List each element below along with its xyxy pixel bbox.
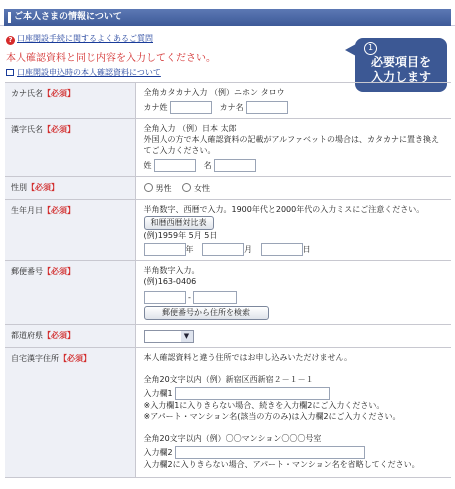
birthdate-hint: 半角数字、西暦で入力。1900年代と2000年代の入力ミスにご注意ください。 [143,205,425,214]
row-gender [5,177,451,200]
address-label: 自宅漢字住所 [11,354,59,363]
required-mark: 【必須】 [43,89,75,98]
window-icon [6,69,14,76]
callout-line-2: 入力します [370,70,431,84]
value-gender [135,177,451,200]
postal-code-first-input[interactable] [144,291,186,304]
birth-day-input[interactable] [261,243,303,256]
kana-mei-input[interactable] [246,101,288,114]
gender-label: 性別 [11,183,27,192]
label-address [5,348,135,478]
birthdate-inputs [144,243,444,256]
value-birthdate [135,200,451,261]
label-birthdate [5,200,135,261]
gender-male-label: 男性 [155,184,172,193]
value-prefecture [135,325,451,348]
required-mark: 【必須】 [59,354,91,363]
birth-year-input[interactable] [144,243,186,256]
chevron-down-icon: ▼ [181,331,193,342]
value-kana-name [135,83,451,119]
kana-mei-label: カナ名 [219,103,244,112]
prefecture-label: 都道府県 [11,331,43,340]
address-hint-2: ※入力欄1に入りきらない場合、続きを入力欄2にご入力ください。 [143,401,385,410]
postal-address-search-button[interactable]: 郵便番号から住所を検索 [144,306,269,320]
callout-line-1: 必要項目を [370,55,431,69]
address-line-2-input[interactable] [175,446,365,459]
postal-code-label: 郵便番号 [11,267,43,276]
kana-inputs [144,101,444,114]
value-postal-code [135,261,451,325]
kanji-sei-input[interactable] [154,159,196,172]
kana-hint: 全角カタカナ入力 （例）ニホン タロウ [143,88,285,97]
era-chart-wrapper [144,216,444,230]
kana-name-label: カナ氏名 [11,89,43,98]
day-label: 日 [302,245,311,254]
value-address [135,348,451,478]
required-mark: 【必須】 [43,331,75,340]
required-mark: 【必須】 [43,267,75,276]
row-kana-name [5,83,451,119]
kanji-mei-label: 名 [203,161,212,170]
required-mark: 【必須】 [43,125,75,134]
address-line-1-input[interactable] [175,387,330,400]
kanji-sei-label: 姓 [143,161,152,170]
postal-example: (例)163-0406 [143,277,197,286]
postal-code-second-input[interactable] [193,291,237,304]
input-notice: 本人確認資料と同じ内容を入力してください。 [6,53,216,64]
address-hint-1: 全角20文字以内（例）新宿区西新宿２－１－１ [143,375,314,384]
birthdate-label: 生年月日 [11,206,43,215]
faq-link-text: 口座開設手続に関するよくあるご質問 [17,34,153,43]
row-prefecture [5,325,451,348]
required-mark: 【必須】 [43,206,75,215]
kanji-hint-2: 外国人の方で本人確認資料の記載がアルファベットの場合は、カタカナに置き換えてご入力ください。 [143,135,440,155]
row-kanji-name [5,119,451,177]
kana-sei-input[interactable] [170,101,212,114]
label-kana-name [5,83,135,119]
address-hint-5: 入力欄2に入りきらない場合、アパート・マンション名を省略してください。 [143,460,420,469]
address-line-2-label: 入力欄2 [143,448,173,457]
gender-male-radio[interactable] [144,183,153,192]
label-gender [5,177,135,200]
label-postal-code [5,261,135,325]
address-hint-3: ※アパート・マンション名(該当の方のみ)は入力欄2にご入力ください。 [143,412,401,421]
personal-info-form [5,82,451,478]
postal-dash: - [188,293,191,302]
kanji-mei-input[interactable] [214,159,256,172]
row-address [5,348,451,478]
address-line-1-label: 入力欄1 [143,389,173,398]
address-hint-4: 全角20文字以内（例）〇〇マンション〇〇〇号室 [143,434,322,443]
address-line-2-row [144,446,444,459]
postal-inputs [144,291,444,304]
postal-hint: 半角数字入力。 [143,266,200,275]
year-label: 年 [185,245,194,254]
step-number-badge: 1 [364,42,377,55]
docs-link-text: 口座開設申込時の本人確認資料について [17,68,161,77]
row-postal-code [5,261,451,325]
identity-docs-link[interactable] [6,67,161,78]
label-prefecture [5,325,135,348]
callout-text [355,55,447,85]
era-conversion-chart-button[interactable]: 和暦西暦対比表 [144,216,214,230]
kana-sei-label: カナ姓 [143,103,168,112]
section-header [0,0,455,26]
label-kanji-name [5,119,135,177]
required-mark: 【必須】 [27,183,59,192]
question-icon: ? [6,36,15,45]
gender-female-label: 女性 [194,184,211,193]
prefecture-select[interactable] [144,330,194,343]
row-birthdate [5,200,451,261]
section-title: ご本人さまの情報について [4,9,451,26]
kanji-hint-1: 全角入力 （例）日本 太郎 [143,124,237,133]
gender-options [144,183,444,194]
postal-search-wrapper [144,306,444,320]
faq-link[interactable] [6,33,153,45]
birthdate-example: (例)1959年 5月 5日 [143,231,218,240]
kanji-name-label: 漢字氏名 [11,125,43,134]
address-note: 本人確認資料と違う住所ではお申し込みいただけません。 [143,353,352,362]
gender-female-radio[interactable] [182,183,191,192]
kanji-inputs [144,159,444,172]
address-line-1-row [144,387,444,400]
month-label: 月 [244,245,253,254]
birth-month-input[interactable] [202,243,244,256]
value-kanji-name [135,119,451,177]
